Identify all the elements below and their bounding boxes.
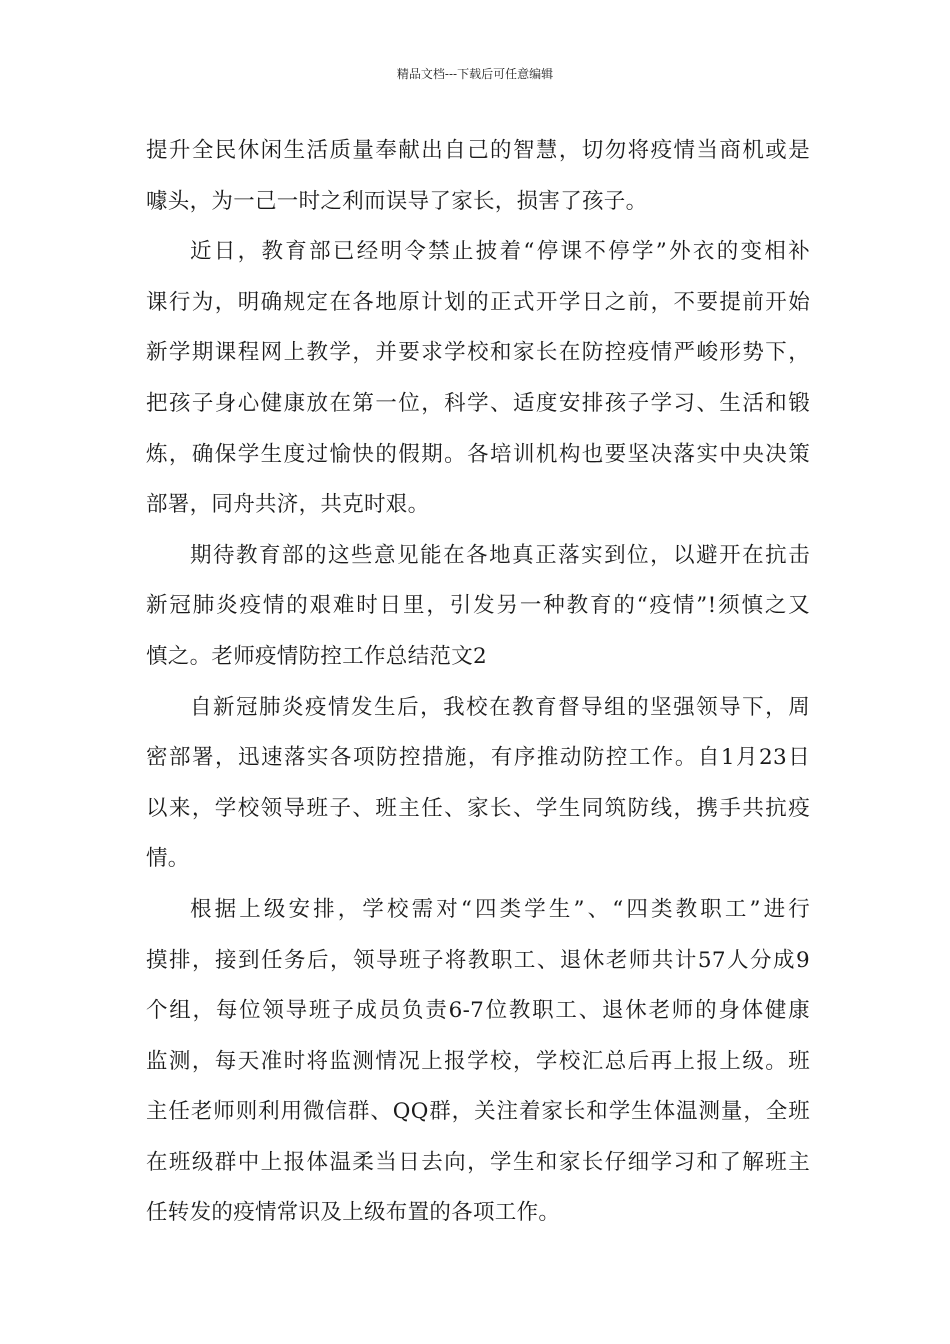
text-line: 监测，每天准时将监测情况上报学校，学校汇总后再上报上级。班 [146, 1048, 810, 1074]
text-line: 期待教育部的这些意见能在各地真正落实到位，以避开在抗击 [190, 542, 810, 568]
running-header: 精品文档---下载后可任意编辑 [396, 67, 554, 81]
text-line: 个组，每位领导班子成员负责6-7位教职工、退休老师的身体健康 [146, 998, 810, 1024]
paragraph-5 [146, 885, 810, 1239]
text-line: 任转发的疫情常识及上级布置的各项工作。 [146, 1200, 561, 1226]
text-line: 近日，教育部已经明令禁止披着“停课不停学”外衣的变相补 [190, 239, 810, 265]
text-line: 新冠肺炎疫情的艰难时日里，引发另一种教育的“疫情”!须慎之又 [146, 593, 810, 619]
text-line: 噱头，为一己一时之利而误导了家长，损害了孩子。 [146, 188, 648, 214]
text-line: 炼，确保学生度过愉快的假期。各培训机构也要坚决落实中央决策 [146, 441, 810, 467]
text-line: 慎之。老师疫情防控工作总结范文2 [146, 643, 487, 669]
paragraph-3 [146, 531, 810, 683]
text-line: 根据上级安排，学校需对“四类学生”、“四类教职工”进行 [190, 896, 810, 922]
text-line: 在班级群中上报体温柔当日去向，学生和家长仔细学习和了解班主 [146, 1149, 810, 1175]
text-line: 情。 [146, 846, 190, 872]
paragraph-4 [146, 683, 810, 885]
body-text [146, 126, 810, 1239]
text-line: 部署，同舟共济，共克时艰。 [146, 492, 430, 518]
text-line: 把孩子身心健康放在第一位，科学、适度安排孩子学习、生活和锻 [146, 390, 810, 416]
text-line: 新学期课程网上教学，并要求学校和家长在防控疫情严峻形势下， [146, 340, 810, 366]
text-line: 密部署，迅速落实各项防控措施，有序推动防控工作。自1月23日 [146, 745, 810, 771]
text-line: 摸排，接到任务后，领导班子将教职工、退休老师共计57人分成9 [146, 947, 810, 973]
text-line: 提升全民休闲生活质量奉献出自己的智慧，切勿将疫情当商机或是 [146, 138, 810, 163]
text-line: 以来，学校领导班子、班主任、家长、学生同筑防线，携手共抗疫 [146, 795, 810, 821]
text-line: 自新冠肺炎疫情发生后，我校在教育督导组的坚强领导下，周 [190, 694, 810, 720]
paragraph-2 [146, 227, 810, 531]
paragraph-1 [146, 126, 810, 227]
text-line: 主任老师则利用微信群、QQ群，关注着家长和学生体温测量，全班 [146, 1099, 810, 1125]
text-line: 课行为，明确规定在各地原计划的正式开学日之前，不要提前开始 [146, 289, 810, 315]
